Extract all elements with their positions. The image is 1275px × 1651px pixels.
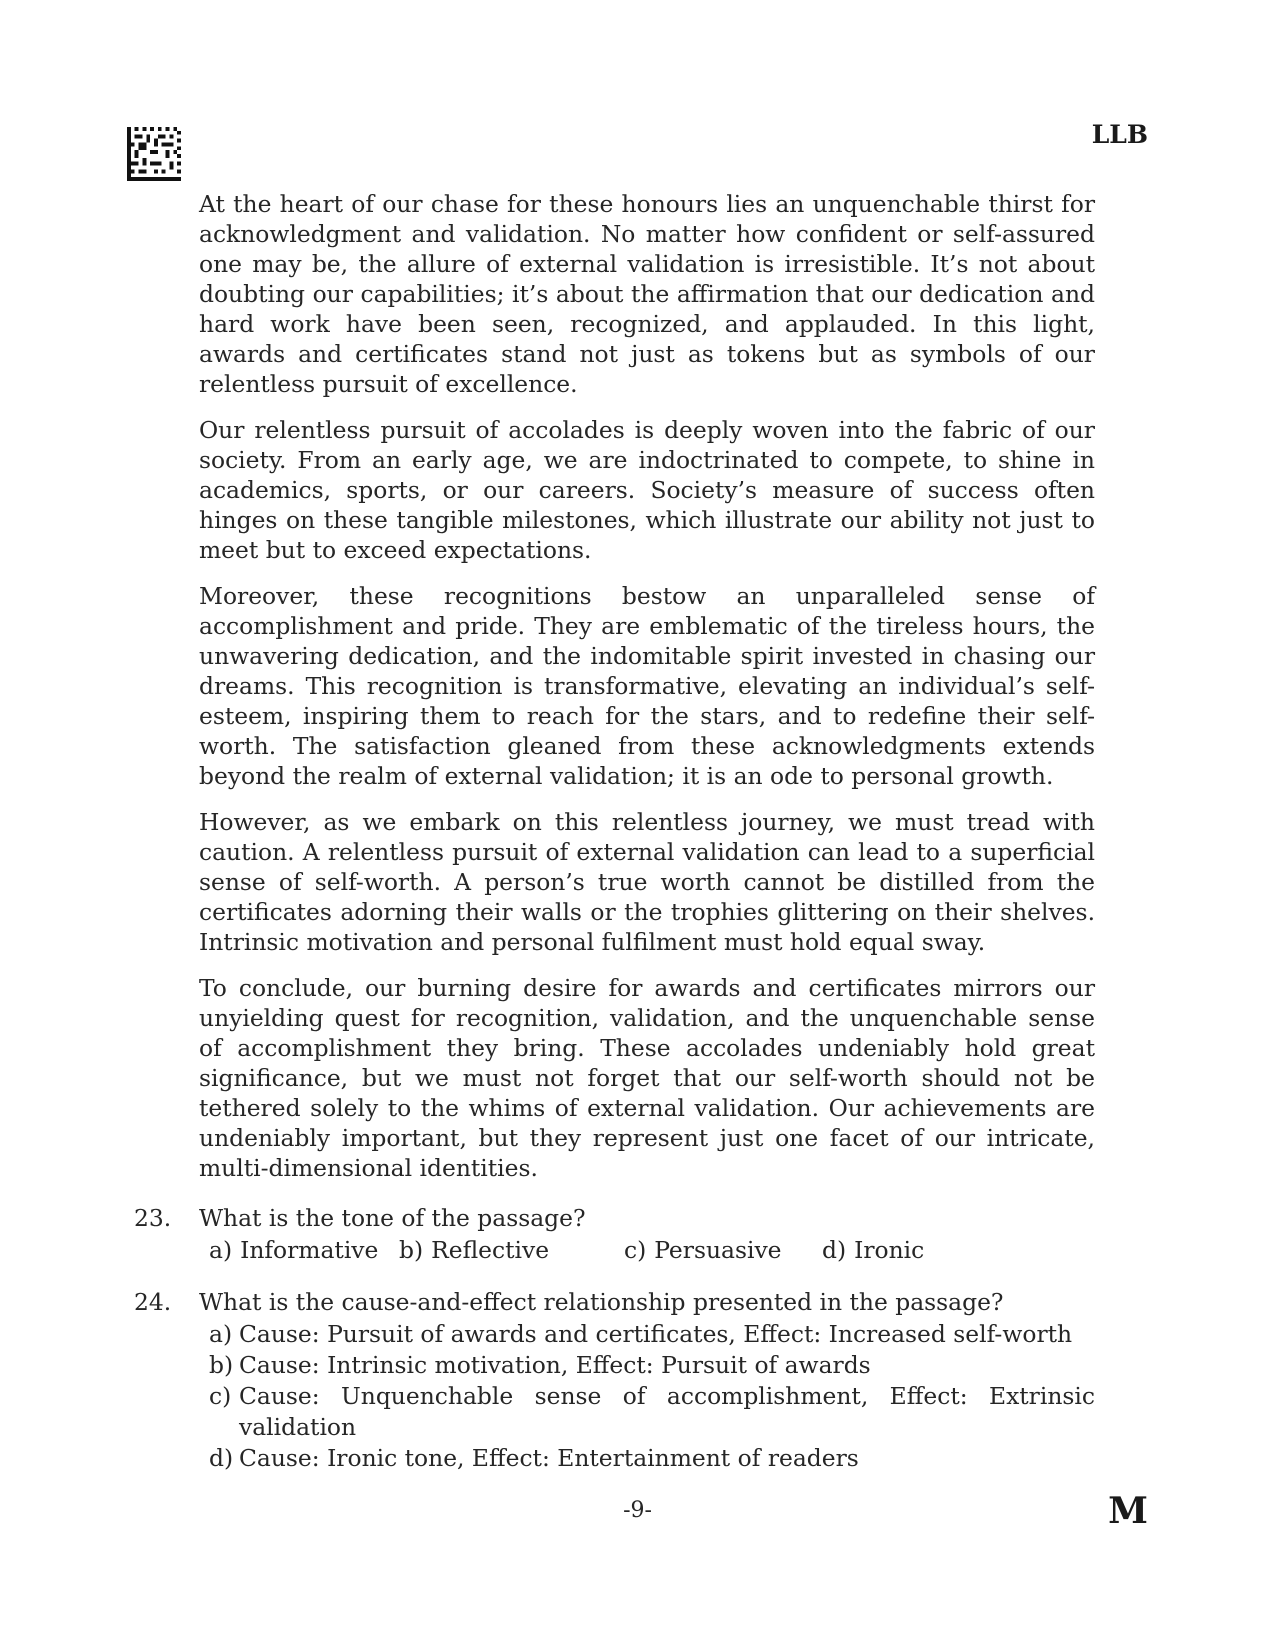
option-label: c) (209, 1382, 232, 1410)
question-number: 23. (134, 1204, 172, 1232)
option-label: d) (209, 1444, 234, 1472)
option-b[interactable] (399, 1235, 624, 1265)
option-text: Cause: Intrinsic motivation, Effect: Pursuit of awards (239, 1351, 871, 1379)
option-text: Cause: Ironic tone, Effect: Entertainment of readers (239, 1444, 859, 1472)
passage-paragraph: Our relentless pursuit of accolades is deeply woven into the fabric of our society. From an early age, we are indoctrinated to compete, to shine in academics, sports, or our careers. Society’s measure of success often hinges on these tangible milestones, which illustrate our ability not just to meet but to exceed expectations. (199, 416, 1095, 564)
option-label: b) (209, 1351, 234, 1379)
booklet-set-code: M (1108, 1490, 1148, 1532)
option-text: Cause: Unquenchable sense of accomplishment, Effect: Extrinsic validation (239, 1382, 1095, 1441)
question-number: 24. (134, 1288, 172, 1316)
option-label: b) (399, 1236, 424, 1264)
option-label: a) (209, 1236, 233, 1264)
option-d[interactable] (209, 1443, 1095, 1474)
question-stem (134, 1203, 1095, 1233)
question-text: What is the cause-and-effect relationship presented in the passage? (199, 1288, 1004, 1316)
page-number: -9- (623, 1498, 652, 1523)
question-24 (134, 1287, 1095, 1474)
option-label: a) (209, 1320, 233, 1348)
passage-paragraph: Moreover, these recognitions bestow an unparalleled sense of accomplishment and pride. They are emblematic of the tireless hours, the unwavering dedication, and the indomitable spirit invested in chasing our dreams. This recognition is transformative, elevating an individual’s self-esteem, inspiring them to reach for the stars, and to redefine their self-worth. The satisfaction gleaned from these acknowledgments extends beyond the realm of external validation; it is an ode to personal growth. (199, 582, 1095, 790)
exam-series-label: LLB (1091, 120, 1148, 149)
option-text: Informative (240, 1236, 379, 1264)
option-text: Ironic (854, 1236, 925, 1264)
question-23 (134, 1203, 1095, 1265)
option-c[interactable] (209, 1381, 1095, 1443)
option-list (209, 1235, 1095, 1265)
option-a[interactable] (209, 1319, 1095, 1350)
option-c[interactable] (624, 1235, 822, 1265)
question-text: What is the tone of the passage? (199, 1204, 586, 1232)
option-label: d) (822, 1236, 847, 1264)
option-b[interactable] (209, 1350, 1095, 1381)
option-text: Reflective (431, 1236, 550, 1264)
passage-paragraph: To conclude, our burning desire for awards and certificates mirrors our unyielding quest for recognition, validation, and the unquenchable sense of accomplishment they bring. These accolades undeniably hold great significance, but we must not forget that our self-worth should not be tethered solely to the whims of external validation. Our achievements are undeniably important, but they represent just one facet of our intricate, multi-dimensional identities. (199, 974, 1095, 1182)
question-stem (134, 1287, 1095, 1317)
option-list (209, 1319, 1095, 1474)
option-text: Persuasive (654, 1236, 782, 1264)
option-d[interactable] (822, 1235, 924, 1265)
datamatrix-code-icon (127, 127, 181, 181)
reading-passage (199, 189, 1095, 1199)
option-a[interactable] (209, 1235, 399, 1265)
option-text: Cause: Pursuit of awards and certificates, Effect: Increased self-worth (239, 1320, 1073, 1348)
passage-paragraph: However, as we embark on this relentless journey, we must tread with caution. A relentless pursuit of external validation can lead to a superficial sense of self-worth. A person’s true worth cannot be distilled from the certificates adorning their walls or the trophies glittering on their shelves. Intrinsic motivation and personal fulfilment must hold equal sway. (199, 808, 1095, 956)
option-label: c) (624, 1236, 647, 1264)
passage-paragraph: At the heart of our chase for these honours lies an unquenchable thirst for acknowledgment and validation. No matter how confident or self-assured one may be, the allure of external validation is irresistible. It’s not about doubting our capabilities; it’s about the affirmation that our dedication and hard work have been seen, recognized, and applauded. In this light, awards and certificates stand not just as tokens but as symbols of our relentless pursuit of excellence. (199, 190, 1095, 398)
